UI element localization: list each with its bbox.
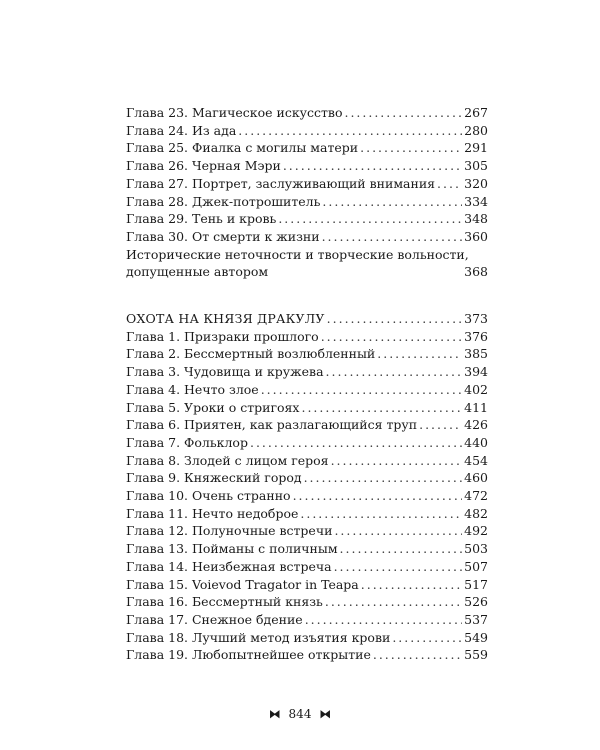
dot-leader bbox=[325, 593, 462, 611]
toc-entry[interactable] bbox=[126, 122, 488, 140]
dot-leader bbox=[321, 328, 462, 346]
toc-entry-page: 472 bbox=[464, 488, 488, 504]
dot-leader bbox=[301, 399, 462, 417]
dot-leader bbox=[250, 434, 462, 452]
toc-entry-page: 360 bbox=[464, 228, 488, 244]
toc-entry-title: Глава 14. Неизбежная встреча bbox=[126, 558, 332, 574]
toc-entry-page: 394 bbox=[464, 364, 488, 380]
section-title: ОХОТА НА КНЯЗЯ ДРАКУЛУ bbox=[126, 311, 325, 326]
toc-entry[interactable] bbox=[126, 452, 488, 470]
toc-entry-title: Глава 15. Voievod Tragator in Teapa bbox=[126, 576, 359, 592]
dot-leader bbox=[361, 576, 462, 594]
toc-entry-page: 507 bbox=[464, 558, 488, 574]
toc-entry-page: 368 bbox=[464, 264, 488, 280]
toc-entry-page: 559 bbox=[464, 647, 488, 663]
toc-entry[interactable] bbox=[126, 193, 488, 211]
dot-leader bbox=[360, 139, 462, 157]
toc-entry-page: 549 bbox=[464, 629, 488, 645]
toc-entry-title: Глава 9. Княжеский город bbox=[126, 470, 302, 486]
toc-entry-page: 537 bbox=[464, 611, 488, 627]
toc-entry-page: 440 bbox=[464, 434, 488, 450]
toc-entry-page: 454 bbox=[464, 452, 488, 468]
toc-part-1 bbox=[126, 104, 488, 281]
dot-leader bbox=[377, 345, 462, 363]
dot-leader bbox=[437, 175, 462, 193]
dot-leader bbox=[373, 646, 462, 664]
toc-entry-page: 411 bbox=[464, 399, 488, 415]
toc-entry[interactable] bbox=[126, 434, 488, 452]
toc-entry-title: Глава 8. Злодей с лицом героя bbox=[126, 452, 329, 468]
dot-leader bbox=[283, 157, 462, 175]
toc-entry[interactable] bbox=[126, 593, 488, 611]
toc-entry-page: 267 bbox=[464, 105, 488, 120]
dot-leader bbox=[278, 210, 462, 228]
toc-entry[interactable] bbox=[126, 381, 488, 399]
toc-entry-title: Глава 18. Лучший метод изъятия крови bbox=[126, 629, 391, 645]
toc-entry-title: Глава 5. Уроки о стригоях bbox=[126, 399, 300, 415]
dot-leader bbox=[322, 193, 462, 211]
dot-leader bbox=[334, 522, 462, 540]
toc-entry-page: 376 bbox=[464, 328, 488, 344]
toc-entry-title: Глава 26. Черная Мэри bbox=[126, 158, 281, 174]
toc-entry-page: 280 bbox=[464, 122, 488, 138]
toc-entry-page: 492 bbox=[464, 523, 488, 539]
toc-entry-notes-line1: Исторические неточности и творческие вольности, bbox=[126, 246, 469, 262]
dot-leader bbox=[293, 487, 463, 505]
toc-entry[interactable] bbox=[126, 469, 488, 487]
toc-entry[interactable] bbox=[126, 104, 488, 122]
toc-entry-title: Глава 17. Снежное бдение bbox=[126, 611, 303, 627]
toc-entry-page: 426 bbox=[464, 417, 488, 433]
toc-entry[interactable] bbox=[126, 505, 488, 523]
dot-leader bbox=[304, 469, 463, 487]
toc-entry[interactable] bbox=[126, 139, 488, 157]
toc-entry-title: Глава 7. Фольклор bbox=[126, 434, 248, 450]
toc-entry-title: Глава 2. Бессмертный возлюбленный bbox=[126, 346, 376, 362]
dot-leader bbox=[261, 381, 462, 399]
toc-entry-title: Глава 12. Полуночные встречи bbox=[126, 523, 333, 539]
toc-entry[interactable] bbox=[126, 328, 488, 346]
page-number: 844 bbox=[288, 707, 312, 721]
dot-leader bbox=[419, 416, 462, 434]
toc-entry[interactable] bbox=[126, 646, 488, 664]
left-ornament-icon: ⧓ bbox=[268, 707, 281, 721]
toc-entry[interactable] bbox=[126, 558, 488, 576]
dot-leader bbox=[340, 540, 463, 558]
toc-entry-title: Глава 30. От смерти к жизни bbox=[126, 228, 320, 244]
toc-entry-page: 334 bbox=[464, 193, 488, 209]
toc-entry-title: Глава 25. Фиалка с могилы матери bbox=[126, 140, 359, 156]
toc-entry-title: Глава 6. Приятен, как разлагающийся труп bbox=[126, 417, 418, 433]
dot-leader bbox=[392, 629, 462, 647]
dot-leader bbox=[334, 558, 463, 576]
toc-entry-page: 526 bbox=[464, 594, 488, 610]
toc-entry-page: 385 bbox=[464, 346, 488, 362]
toc-entry[interactable] bbox=[126, 576, 488, 594]
toc-entry-notes-line2: допущенные автором bbox=[126, 264, 269, 280]
toc-entry[interactable] bbox=[126, 399, 488, 417]
toc-entry[interactable] bbox=[126, 416, 488, 434]
section-page: 373 bbox=[464, 311, 488, 326]
toc-entry-title: Глава 24. Из ада bbox=[126, 122, 237, 138]
dot-leader bbox=[326, 363, 463, 381]
dot-leader bbox=[305, 611, 462, 629]
toc-entry-page: 305 bbox=[464, 158, 488, 174]
toc-entry-page: 291 bbox=[464, 140, 488, 156]
toc-entry-title: Глава 1. Призраки прошлого bbox=[126, 328, 319, 344]
toc-entry-page: 517 bbox=[464, 576, 488, 592]
toc-entry[interactable] bbox=[126, 228, 488, 246]
toc-entry-title: Глава 11. Нечто недоброе bbox=[126, 505, 299, 521]
toc-entry[interactable] bbox=[126, 210, 488, 228]
toc-part-2 bbox=[126, 310, 488, 664]
toc-entry[interactable] bbox=[126, 629, 488, 647]
section-heading[interactable] bbox=[126, 310, 488, 328]
toc-entry-notes[interactable] bbox=[126, 246, 488, 281]
toc-entry-title: Глава 27. Портрет, заслуживающий внимания bbox=[126, 175, 436, 191]
toc-entry-title: Глава 4. Нечто злое bbox=[126, 381, 259, 397]
toc-entry-title: Глава 3. Чудовища и кружева bbox=[126, 364, 324, 380]
toc-entry-title: Глава 10. Очень странно bbox=[126, 488, 291, 504]
toc-entry-title: Глава 19. Любопытнейшее открытие bbox=[126, 647, 371, 663]
page-footer bbox=[0, 707, 600, 721]
dot-leader bbox=[238, 122, 462, 140]
dot-leader bbox=[344, 104, 462, 122]
right-ornament-icon: ⧓ bbox=[319, 707, 332, 721]
dot-leader bbox=[300, 505, 462, 523]
toc-entry[interactable] bbox=[126, 345, 488, 363]
toc-entry[interactable] bbox=[126, 363, 488, 381]
toc-entry[interactable] bbox=[126, 522, 488, 540]
toc-entry-page: 320 bbox=[464, 175, 488, 191]
toc-entry-page: 482 bbox=[464, 505, 488, 521]
toc-entry-title: Глава 13. Пойманы с поличным bbox=[126, 541, 338, 557]
dot-leader bbox=[327, 310, 462, 328]
toc-entry[interactable] bbox=[126, 540, 488, 558]
toc-entry[interactable] bbox=[126, 175, 488, 193]
toc-entry-page: 460 bbox=[464, 470, 488, 486]
toc-entry[interactable] bbox=[126, 611, 488, 629]
toc-entry-title: Глава 29. Тень и кровь bbox=[126, 211, 277, 227]
toc-entry-title: Глава 28. Джек-потрошитель bbox=[126, 193, 321, 209]
toc-entry-page: 348 bbox=[464, 211, 488, 227]
toc-entry[interactable] bbox=[126, 157, 488, 175]
toc-entry-page: 402 bbox=[464, 381, 488, 397]
toc-entry-page: 503 bbox=[464, 541, 488, 557]
toc-entry-title: Глава 23. Магическое искусство bbox=[126, 105, 343, 120]
dot-leader bbox=[331, 452, 463, 470]
dot-leader bbox=[322, 228, 463, 246]
toc-entry[interactable] bbox=[126, 487, 488, 505]
toc-entry-title: Глава 16. Бессмертный князь bbox=[126, 594, 323, 610]
